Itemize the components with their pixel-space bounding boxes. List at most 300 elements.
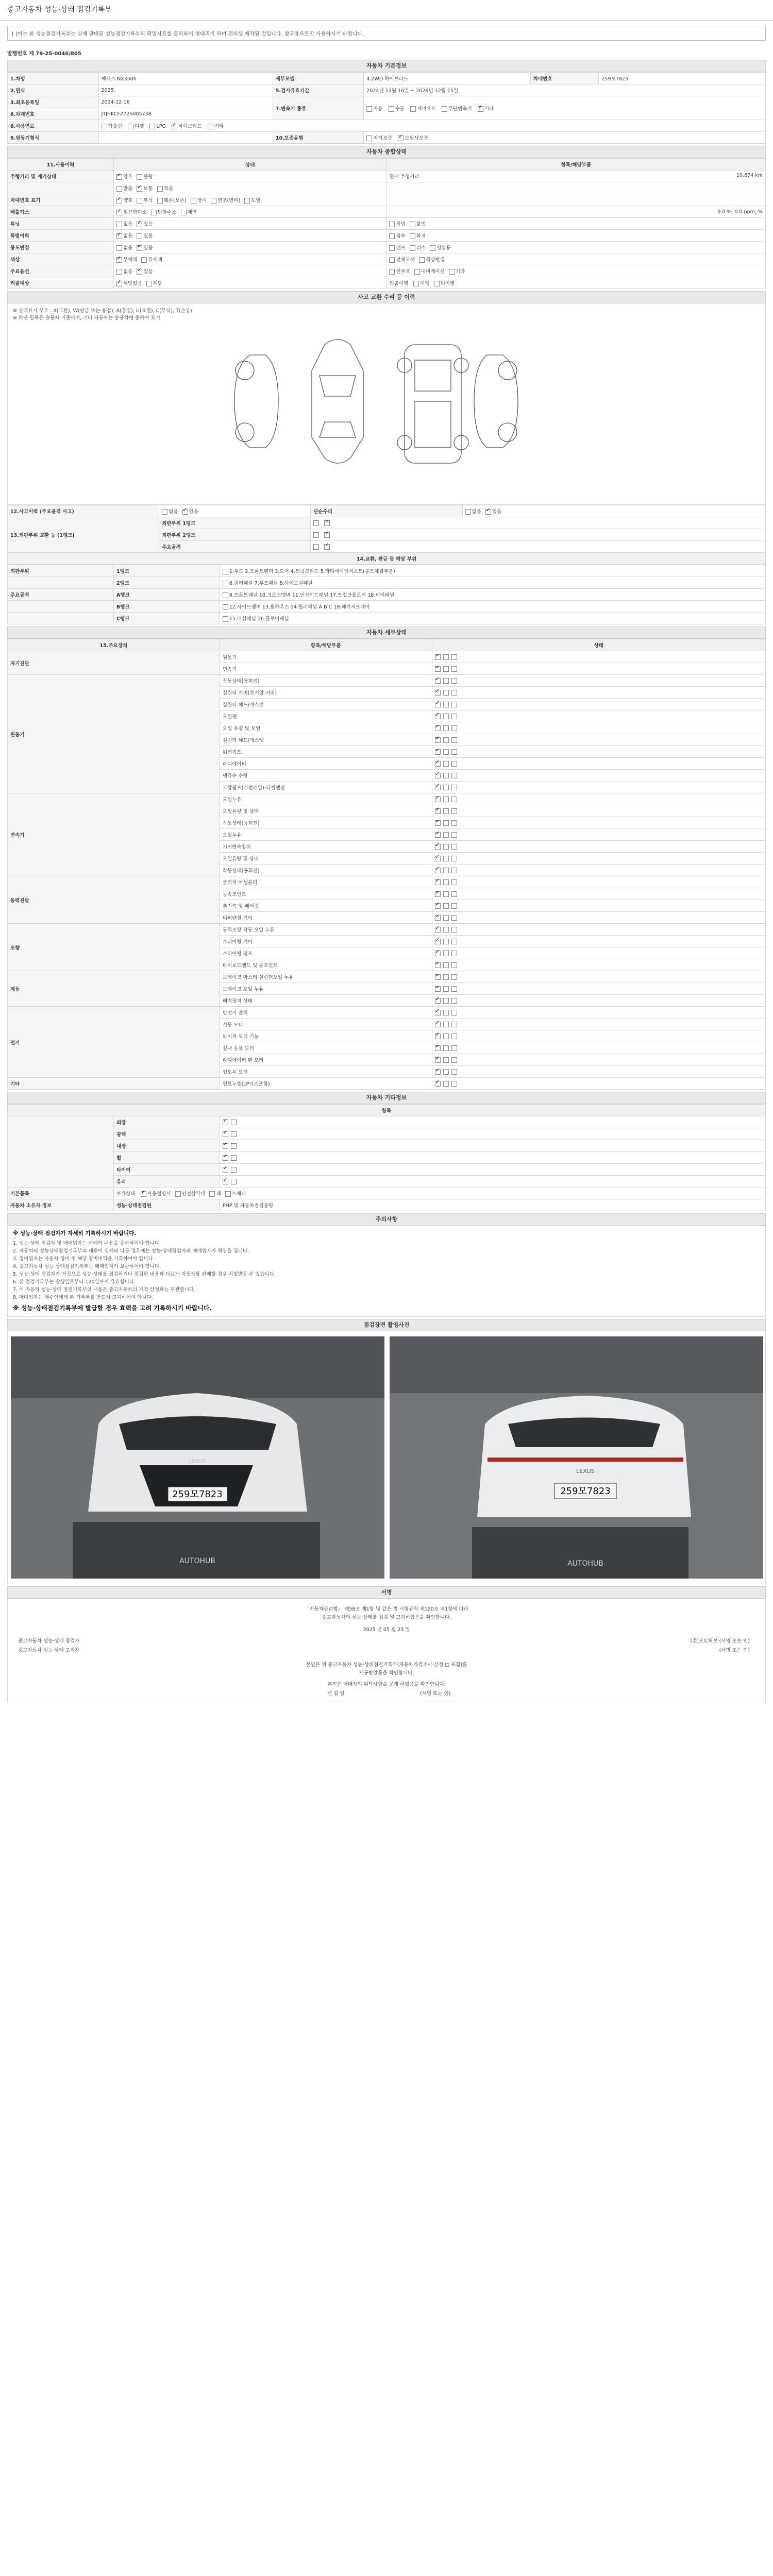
checkbox[interactable] [451, 915, 457, 921]
checkbox-checked[interactable] [435, 749, 441, 755]
checkbox[interactable] [451, 939, 457, 944]
checkbox[interactable] [443, 808, 449, 814]
table-row [8, 265, 766, 277]
engine-type-label: 9.원동기형식 [8, 132, 99, 144]
checkbox[interactable] [451, 1081, 457, 1087]
checkbox-checked[interactable] [435, 796, 441, 802]
checkbox-checked[interactable] [435, 1010, 441, 1015]
checkbox[interactable] [451, 714, 457, 719]
checkbox-checked[interactable] [435, 1081, 441, 1087]
checkbox-checked[interactable] [435, 1069, 441, 1075]
checkbox[interactable] [430, 245, 435, 251]
checkbox[interactable] [451, 796, 457, 802]
other-item: 유리 [113, 1176, 220, 1188]
inspector-info-label: 성능·상태점검원 [113, 1199, 220, 1211]
detail-item-state [432, 1042, 765, 1054]
front-floor-text: AUTOHUB [179, 1557, 215, 1565]
checkbox-checked[interactable] [435, 1022, 441, 1027]
checkbox[interactable] [410, 233, 415, 239]
detail-item-name: 워터펌프 [220, 746, 432, 758]
caution-line: 8. 매매업자는 매수인에게 본 기록부를 반드시 고지하여야 합니다. [13, 1295, 153, 1300]
table-row [8, 230, 766, 242]
general-col-item: 항목/해당부품 [386, 159, 766, 171]
checkbox[interactable] [137, 198, 142, 204]
other-item-state [220, 1152, 765, 1164]
checkbox[interactable] [443, 737, 449, 743]
checkbox[interactable] [443, 856, 449, 861]
main-frame-label: 주요골격 [159, 541, 311, 553]
checkbox[interactable] [389, 222, 395, 227]
detail-item-state [432, 651, 765, 663]
detail-item-state [432, 971, 765, 983]
detail-item-state [432, 663, 765, 675]
checkbox-checked[interactable] [223, 1167, 228, 1173]
checkbox-checked[interactable] [116, 233, 122, 239]
checkbox[interactable] [451, 903, 457, 909]
table-row [8, 1188, 766, 1199]
detail-item-state [432, 687, 765, 699]
checkbox-checked[interactable] [435, 1057, 441, 1063]
general-row-label: 튜닝 [8, 218, 114, 230]
checkbox[interactable] [231, 1167, 237, 1173]
checkbox[interactable] [208, 124, 213, 129]
checkbox-checked[interactable] [116, 257, 122, 263]
checkbox[interactable] [451, 891, 457, 897]
checkbox[interactable] [443, 1057, 449, 1063]
checkbox[interactable] [413, 281, 419, 286]
general-row-extra: 렌트 리스 영업용 [386, 242, 766, 253]
detail-item-name: 윈도우 모터 [220, 1066, 432, 1078]
checkbox-checked[interactable] [172, 124, 177, 129]
checkbox[interactable] [128, 124, 133, 129]
detail-item-state [432, 924, 765, 936]
checkbox[interactable] [451, 725, 457, 731]
checkbox[interactable] [451, 1045, 457, 1051]
checkbox[interactable] [451, 702, 457, 707]
checkbox[interactable] [443, 832, 449, 838]
checkbox[interactable] [451, 785, 457, 790]
checkbox[interactable] [443, 962, 449, 968]
frame-group [8, 601, 114, 613]
checkbox-checked[interactable] [116, 210, 122, 215]
accident-table [7, 505, 766, 565]
checkbox[interactable] [443, 986, 449, 992]
checkbox[interactable] [451, 1033, 457, 1039]
checkbox[interactable] [451, 868, 457, 873]
checkbox-checked[interactable] [223, 1143, 228, 1149]
checkbox[interactable] [410, 222, 415, 227]
detail-item-state [432, 841, 765, 853]
checkbox[interactable] [451, 654, 457, 660]
table-row [8, 793, 766, 805]
frame-group [8, 613, 114, 624]
checkbox[interactable] [451, 1069, 457, 1075]
general-row-label: 리콜대상 [8, 277, 114, 289]
checkbox-checked[interactable] [435, 879, 441, 885]
checkbox-checked[interactable] [116, 174, 122, 180]
general-row-options: ✓ 무채색 유채색 [113, 253, 386, 265]
detail-item-state [432, 900, 765, 912]
rear-brand-text: LEXUS [576, 1468, 595, 1475]
general-row-options: ✓ 일산화탄소 탄화수소 매연 [113, 206, 386, 218]
checkbox-checked[interactable] [141, 1191, 146, 1197]
checkbox[interactable] [465, 509, 471, 515]
vin-value: JTJHKCFZ72S005738 [98, 108, 273, 120]
checkbox[interactable] [231, 1155, 237, 1161]
checkbox[interactable] [443, 773, 449, 778]
front-brand-text: LEXUS [189, 1459, 206, 1464]
checkbox[interactable] [157, 186, 163, 192]
checkbox[interactable] [116, 186, 122, 192]
checkbox-checked[interactable] [116, 281, 122, 286]
frame-parts-header: 14.교환, 판금 등 해당 부위 [8, 553, 766, 565]
checkbox[interactable] [419, 257, 425, 263]
checkbox[interactable] [451, 666, 457, 672]
checkbox[interactable] [389, 106, 394, 112]
checkbox[interactable] [451, 856, 457, 861]
checkbox[interactable] [191, 198, 196, 204]
checkbox[interactable] [443, 903, 449, 909]
checkbox-checked[interactable] [435, 666, 441, 672]
car-name-value: 렉서스 NX350h [98, 73, 273, 84]
detail-group-name: 제동 [8, 971, 220, 1007]
accident-history-label: 12.사고이력 (주요골격 사고) [8, 505, 159, 517]
table-row [8, 577, 766, 589]
checkbox[interactable] [451, 678, 457, 684]
detail-item-name: 변속기 [220, 663, 432, 675]
checkbox-checked[interactable] [435, 808, 441, 814]
checkbox[interactable] [313, 544, 319, 550]
table-row [8, 1152, 766, 1164]
checkbox[interactable] [223, 616, 228, 622]
checkbox[interactable] [443, 1069, 449, 1075]
checkbox-checked[interactable] [478, 106, 483, 112]
detail-item-state [432, 746, 765, 758]
caution-line: 7. 이 자동차 성능·상태 점검기록부의 내용은 중고자동차의 가격 산정과는 무관합니다. [13, 1287, 196, 1293]
checkbox-checked[interactable] [223, 1179, 228, 1184]
detail-item-state [432, 1030, 765, 1042]
checkbox-checked[interactable] [223, 1131, 228, 1137]
checkbox[interactable] [443, 690, 449, 696]
checkbox[interactable] [443, 1010, 449, 1015]
checkbox-checked[interactable] [435, 678, 441, 684]
checkbox[interactable] [443, 678, 449, 684]
checkbox-checked[interactable] [435, 773, 441, 778]
checkbox[interactable] [443, 749, 449, 755]
checkbox-checked[interactable] [435, 927, 441, 933]
checkbox-checked[interactable] [435, 737, 441, 743]
checkbox-checked[interactable] [435, 986, 441, 992]
table-row [8, 876, 766, 888]
checkbox-checked[interactable] [435, 1033, 441, 1039]
checkbox[interactable] [443, 666, 449, 672]
checkbox-checked[interactable] [435, 939, 441, 944]
checkbox-checked[interactable] [435, 844, 441, 850]
checkbox[interactable] [102, 124, 107, 129]
checkbox[interactable] [451, 749, 457, 755]
checkbox[interactable] [162, 509, 167, 515]
checkbox-checked[interactable] [116, 198, 122, 204]
frame-group: 외판부위 [8, 565, 114, 577]
checkbox[interactable] [410, 245, 415, 251]
checkbox[interactable] [116, 269, 122, 275]
checkbox[interactable] [231, 1131, 237, 1137]
table-row [8, 206, 766, 218]
table-row [8, 1164, 766, 1176]
checkbox[interactable] [389, 269, 395, 275]
checkbox[interactable] [451, 951, 457, 956]
other-item: 타이어 [113, 1164, 220, 1176]
checkbox-checked[interactable] [435, 891, 441, 897]
checkbox[interactable] [146, 281, 152, 286]
checkbox[interactable] [157, 198, 163, 204]
frame-rank: A랭크 [113, 589, 220, 601]
detail-item-state [432, 734, 765, 746]
checkbox[interactable] [451, 761, 457, 767]
checkbox-checked[interactable] [324, 532, 330, 538]
checkbox-checked[interactable] [324, 544, 330, 550]
checkbox[interactable] [451, 737, 457, 743]
checkbox[interactable] [313, 520, 319, 526]
checkbox[interactable] [443, 844, 449, 850]
checkbox[interactable] [451, 832, 457, 838]
detail-item-name: 오일유량 및 상태 [220, 853, 432, 865]
table-row [8, 1078, 766, 1090]
checkbox[interactable] [443, 654, 449, 660]
general-row-options: 많음✓ 보통 적음 [113, 182, 386, 194]
car-outline-drawing [8, 303, 766, 504]
sign-line-2: 중고자동차의 성능·상태를 점검 및 고지하였음을 확인합니다. [322, 1615, 451, 1620]
checkbox-checked[interactable] [435, 915, 441, 921]
checkbox-checked[interactable] [137, 186, 142, 192]
checkbox-checked[interactable] [324, 520, 330, 526]
checkbox[interactable] [389, 233, 395, 239]
checkbox[interactable] [137, 174, 142, 180]
checkbox-checked[interactable] [435, 690, 441, 696]
checkbox[interactable] [231, 1120, 237, 1125]
checkbox[interactable] [451, 1010, 457, 1015]
table-row [8, 218, 766, 230]
checkbox[interactable] [223, 604, 228, 610]
accident-section [7, 291, 766, 624]
checkbox[interactable] [443, 1022, 449, 1027]
checkbox[interactable] [451, 1022, 457, 1027]
checkbox[interactable] [443, 939, 449, 944]
other-item: 외장 [113, 1116, 220, 1128]
detail-item-name: 오일누유 [220, 829, 432, 841]
detail-item-state [432, 853, 765, 865]
general-col-usage: 11.사용이력 [8, 159, 114, 171]
checkbox[interactable] [231, 1143, 237, 1149]
checkbox[interactable] [451, 962, 457, 968]
checkbox[interactable] [443, 785, 449, 790]
checkbox[interactable] [443, 951, 449, 956]
detail-item-name: 오일누유 [220, 793, 432, 805]
warranty-options: 자가보증 ✓ 보험사보증 [364, 132, 766, 144]
detail-item-name: 브레이크 마스터 실린더오일 누유 [220, 971, 432, 983]
checkbox[interactable] [451, 986, 457, 992]
checkbox-checked[interactable] [435, 832, 441, 838]
checkbox[interactable] [137, 233, 142, 239]
table-row [8, 182, 766, 194]
checkbox[interactable] [451, 998, 457, 1004]
general-row-label: 배출가스 [8, 206, 114, 218]
detail-item-name: 브레이크 오일 누유 [220, 983, 432, 995]
checkbox[interactable] [451, 927, 457, 933]
checkbox[interactable] [231, 1179, 237, 1184]
checkbox[interactable] [443, 1081, 449, 1087]
checkbox-checked[interactable] [435, 725, 441, 731]
checkbox[interactable] [442, 106, 447, 112]
checkbox-checked[interactable] [435, 761, 441, 767]
checkbox-checked[interactable] [223, 1155, 228, 1161]
inspector-label: 중고자동차 성능·상태 점검자 [18, 1638, 80, 1644]
checkbox[interactable] [443, 879, 449, 885]
checkbox-checked[interactable] [435, 856, 441, 861]
checkbox[interactable] [223, 569, 228, 574]
other-info-section [7, 1092, 766, 1211]
year-label: 2.연식 [8, 84, 99, 96]
submodel-label: 세부모델 [273, 73, 364, 84]
checkbox[interactable] [149, 124, 155, 129]
year-value: 2025 [98, 84, 273, 96]
checkbox-checked[interactable] [137, 222, 142, 227]
caution-header: 주의사항 [7, 1213, 766, 1226]
owner-info-label: 자동차 소유자 정보 [8, 1199, 114, 1211]
other-col-item: 항목 [8, 1105, 766, 1116]
general-row-extra: 선루프 내비게이션 기타 [386, 265, 766, 277]
checkbox-checked[interactable] [435, 785, 441, 790]
checkbox[interactable] [313, 532, 319, 538]
checkbox-checked[interactable] [435, 998, 441, 1004]
checkbox[interactable] [223, 592, 228, 598]
checkbox-checked[interactable] [435, 903, 441, 909]
checkbox[interactable] [443, 702, 449, 707]
first-reg-label: 3.최초등록일 [8, 96, 99, 108]
checkbox-checked[interactable] [435, 951, 441, 956]
checkbox[interactable] [451, 690, 457, 696]
checkbox[interactable] [209, 1191, 215, 1197]
checkbox[interactable] [410, 106, 416, 112]
detail-item-state [432, 675, 765, 687]
checkbox-checked[interactable] [435, 714, 441, 719]
table-row [8, 971, 766, 983]
detail-item-state [432, 829, 765, 841]
dealer-label: 중고자동차 성능·상태 고지자 [18, 1648, 80, 1653]
detail-item-state [432, 995, 765, 1007]
checkbox[interactable] [434, 281, 440, 286]
checkbox[interactable] [223, 581, 228, 586]
checkbox[interactable] [451, 844, 457, 850]
caution-line: 5. 성능·상태 점검자가 거짓으로 성능·상태를 점검하거나 점검한 내용과 다르게 자동차를 판매할 경우 처벌받을 수 있습니다. [13, 1272, 276, 1277]
checkbox[interactable] [443, 891, 449, 897]
checkbox[interactable] [211, 198, 216, 204]
general-status-table [7, 158, 766, 289]
checkbox[interactable] [366, 106, 372, 112]
frame-rank: 1랭크 [113, 565, 220, 577]
checkbox-checked[interactable] [137, 269, 142, 275]
checkbox[interactable] [451, 808, 457, 814]
checkbox[interactable] [151, 210, 157, 215]
detail-item-name: 원동기 [220, 651, 432, 663]
other-item-state [220, 1176, 765, 1188]
checkbox[interactable] [443, 998, 449, 1004]
checkbox[interactable] [451, 820, 457, 826]
checkbox[interactable] [225, 1191, 231, 1197]
checkbox[interactable] [116, 222, 122, 227]
checkbox[interactable] [451, 1057, 457, 1063]
general-row-options: ✓ 양호 불량 [113, 171, 386, 182]
checkbox[interactable] [451, 879, 457, 885]
general-row-extra: 전체도색 색상변경 [386, 253, 766, 265]
checkbox[interactable] [175, 1191, 181, 1197]
checkbox[interactable] [443, 761, 449, 767]
frame-parts: 6.쿼터패널 7.루프패널 8.사이드실패널 [220, 577, 765, 589]
checkbox[interactable] [414, 269, 420, 275]
detail-item-name: 작동상태(공회전) [220, 865, 432, 876]
frame-group: 주요골격 [8, 589, 114, 601]
caution-line: 2. 자동차의 성능상태점검기록부의 내용이 실제와 다를 경우에는 성능·상태점검자와 매매업자가 책임을 집니다. [13, 1248, 249, 1254]
checkbox[interactable] [451, 974, 457, 980]
checkbox-checked[interactable] [223, 1120, 228, 1125]
checkbox[interactable] [443, 1045, 449, 1051]
checkbox-checked[interactable] [435, 702, 441, 707]
receipt-line-1: 본인은 위 중고자동차 성능·상태점검기록부(자동차가격조사·산정 □ 포함)를 [306, 1662, 467, 1668]
checkbox-checked[interactable] [435, 1045, 441, 1051]
checkbox[interactable] [443, 725, 449, 731]
detail-section [7, 626, 766, 1090]
checkbox[interactable] [244, 198, 250, 204]
checkbox[interactable] [116, 245, 122, 251]
checkbox[interactable] [389, 257, 395, 263]
detail-item-name: 추진축 및 베어링 [220, 900, 432, 912]
checkbox-checked[interactable] [398, 135, 404, 141]
checkbox[interactable] [181, 210, 187, 215]
general-row-options: 없음✓ 있음 [113, 218, 386, 230]
checkbox-checked[interactable] [435, 962, 441, 968]
front-plate-text: 259모7823 [172, 1489, 223, 1500]
checkbox-checked[interactable] [182, 509, 188, 515]
checkbox[interactable] [443, 927, 449, 933]
checkbox[interactable] [449, 269, 455, 275]
caution-title: ※ 성능·상태 점검자가 자세히 기록하시기 바랍니다. [13, 1230, 137, 1236]
detail-item-state [432, 782, 765, 793]
table-row [8, 613, 766, 624]
checkbox-checked[interactable] [137, 245, 142, 251]
checkbox-checked[interactable] [435, 820, 441, 826]
checkbox-checked[interactable] [485, 509, 491, 515]
checkbox[interactable] [443, 868, 449, 873]
checkbox-checked[interactable] [435, 974, 441, 980]
checkbox[interactable] [443, 915, 449, 921]
checkbox[interactable] [451, 773, 457, 778]
checkbox[interactable] [366, 135, 372, 141]
detail-group-name: 자기진단 [8, 651, 220, 675]
checkbox[interactable] [443, 714, 449, 719]
checkbox[interactable] [443, 1033, 449, 1039]
detail-item-state [432, 912, 765, 924]
sign-block [7, 1599, 766, 1702]
buyer-date: 년 월 일 [327, 1691, 345, 1697]
checkbox[interactable] [443, 796, 449, 802]
checkbox[interactable] [389, 245, 395, 251]
detail-item-name: 오일팬 [220, 710, 432, 722]
checkbox[interactable] [443, 974, 449, 980]
checkbox-checked[interactable] [435, 868, 441, 873]
checkbox-checked[interactable] [435, 654, 441, 660]
checkbox[interactable] [141, 257, 147, 263]
checkbox[interactable] [443, 820, 449, 826]
